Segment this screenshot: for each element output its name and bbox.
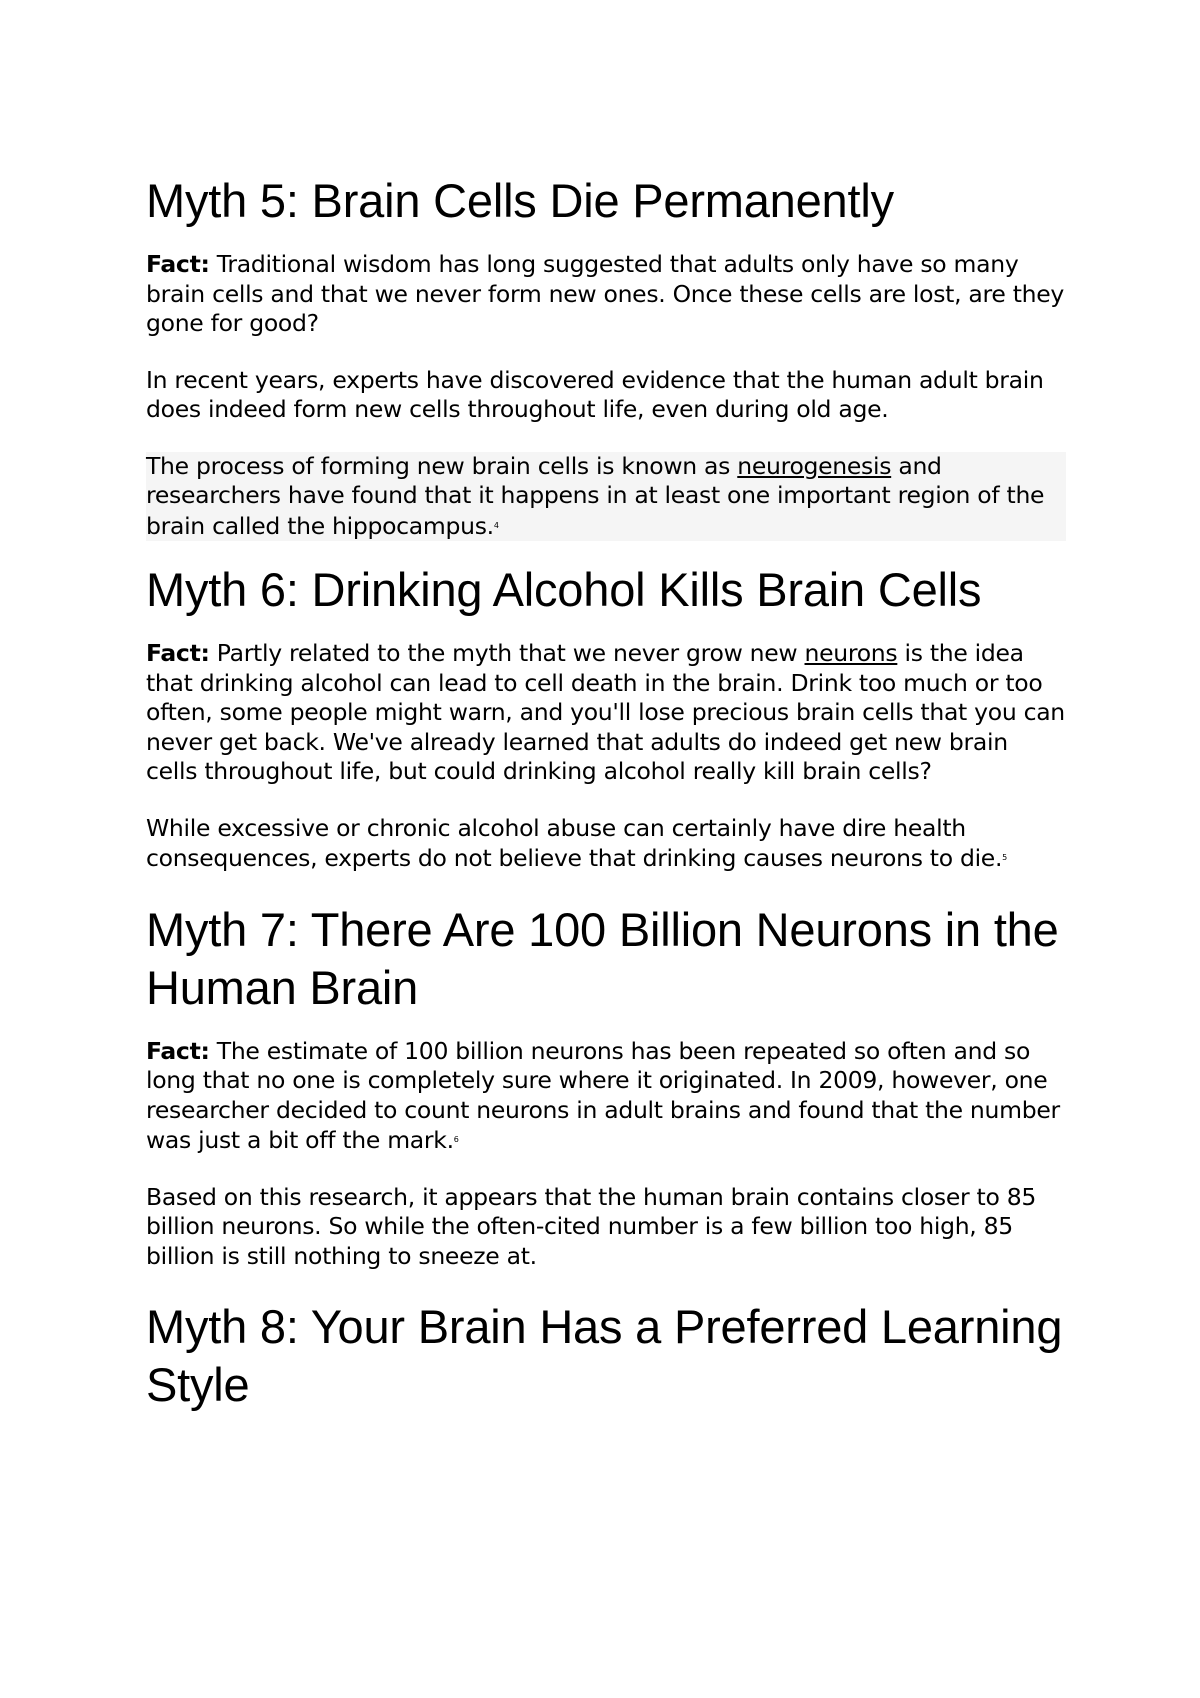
paragraph-text: is the idea that drinking alcohol can lead to cell death in the brain. Drink too much or too often, some people might warn, and you'll lose precious brain cells that you can never get back. We've already learned that adults do indeed get new brain cells throughout life, but could drinking alcohol really kill brain cells?	[146, 639, 1065, 785]
reference-marker[interactable]: 4	[493, 520, 499, 530]
reference-marker[interactable]: 6	[453, 1135, 459, 1144]
heading-myth-5: Myth 5: Brain Cells Die Permanently	[146, 174, 894, 227]
paragraph-text: The process of forming new brain cells is known as	[146, 451, 738, 480]
neurons-link[interactable]: neurons	[804, 639, 898, 667]
paragraph-myth-6-fact	[146, 639, 1066, 787]
neurogenesis-link[interactable]: neurogenesis	[737, 451, 892, 480]
paragraph-text: Traditional wisdom has long suggested that adults only have so many brain cells and that we never form new ones. Once these cells are lost, are they gone for good?	[146, 250, 1064, 337]
paragraph-myth-6-conclusion	[146, 814, 1066, 874]
paragraph-text: and researchers have found that it happens in at least one important region of the brain called the hippocampus.	[146, 451, 1045, 540]
paragraph-text: While excessive or chronic alcohol abuse can certainly have dire health consequences, experts do not believe that drinking causes neurons to die.	[146, 813, 1003, 872]
reference-marker[interactable]: 5	[1002, 853, 1007, 862]
paragraph-myth-5-neurogenesis	[146, 452, 1066, 542]
paragraph-myth-5-evidence: In recent years, experts have discovered evidence that the human adult brain does indeed form new cells throughout life, even during old age.	[146, 365, 1044, 423]
fact-label: Fact:	[146, 639, 210, 667]
paragraph-text: Partly related to the myth that we never grow new	[209, 639, 805, 667]
heading-myth-6: Myth 6: Drinking Alcohol Kills Brain Cells	[146, 563, 982, 616]
heading-myth-8: Myth 8: Your Brain Has a Preferred Learning Style	[146, 1300, 1063, 1411]
fact-label: Fact:	[146, 1036, 210, 1065]
paragraph-myth-5-fact	[146, 250, 1066, 339]
heading-myth-7: Myth 7: There Are 100 Billion Neurons in the Human Brain	[146, 902, 1059, 1014]
paragraph-myth-7-fact	[146, 1037, 1066, 1156]
paragraph-text: The estimate of 100 billion neurons has been repeated so often and so long that no one is completely sure where it originated. In 2009, however, one researcher decided to count neurons in adult brains and found that the number was just a bit off the mark.	[146, 1036, 1060, 1154]
paragraph-myth-7-conclusion: Based on this research, it appears that the human brain contains closer to 85 billion neurons. So while the often-cited number is a few billion too high, 85 billion is still nothing to sneeze at.	[146, 1182, 1037, 1270]
document-page	[146, 172, 1066, 1434]
fact-label: Fact:	[146, 250, 210, 278]
